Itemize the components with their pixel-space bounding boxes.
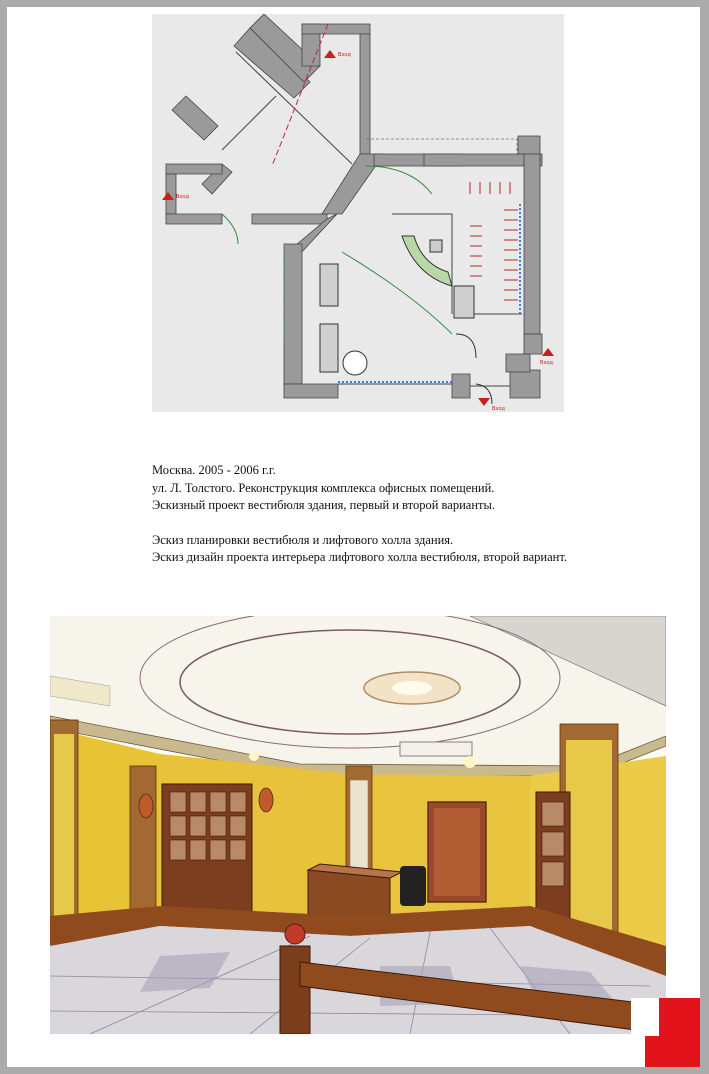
cabinet-pane <box>542 802 564 826</box>
project-caption <box>152 462 652 567</box>
cabinet-pane <box>190 816 206 836</box>
green-outline <box>366 139 517 154</box>
ceiling-spot <box>249 751 259 761</box>
column-face <box>566 740 612 950</box>
door-panel <box>434 808 480 896</box>
wall <box>452 374 470 398</box>
cabinet-pane <box>210 816 226 836</box>
wall <box>252 214 327 224</box>
entry-label: Вход <box>338 52 351 58</box>
interior-sketch <box>50 616 666 1034</box>
column <box>130 766 156 926</box>
reception-desk <box>402 236 452 286</box>
caption-line: Москва. 2005 - 2006 г.г. <box>152 463 276 477</box>
caption-line: ул. Л. Толстого. Реконструкция комплекса офисных помещений. <box>152 480 495 495</box>
wall <box>284 384 338 398</box>
cabinet-pane <box>210 840 226 860</box>
newel-post <box>280 946 310 1034</box>
floor-plan <box>152 14 564 412</box>
wall <box>518 136 540 154</box>
cabinet-pane <box>210 792 226 812</box>
entry-label: Вход <box>176 194 189 200</box>
partition-line <box>392 214 452 226</box>
ceiling-panel <box>400 742 472 756</box>
door-arc <box>342 252 452 334</box>
wall <box>524 154 540 334</box>
sconce <box>139 794 153 818</box>
wall <box>166 164 222 174</box>
corner-logo-mark <box>631 998 700 1067</box>
ceiling-light <box>392 681 432 695</box>
page <box>7 7 700 1067</box>
door-arc <box>366 166 432 194</box>
wall <box>360 34 370 154</box>
round-table <box>343 351 367 375</box>
caption-line: Эскиз дизайн проекта интерьера лифтового холла вестибюля, второй вариант. <box>152 550 567 564</box>
wall <box>284 244 302 384</box>
entry-label: Вход <box>492 406 505 412</box>
column-face <box>54 734 74 924</box>
entry-arrow-icon <box>542 348 554 356</box>
sconce <box>259 788 273 812</box>
cabinet-pane <box>190 840 206 860</box>
cabinet-pane <box>170 792 186 812</box>
entry-arrow-icon <box>478 398 490 406</box>
cabinet-pane <box>230 792 246 812</box>
office-chair <box>400 866 426 906</box>
cabinet-pane <box>230 816 246 836</box>
wall <box>166 214 222 224</box>
cabinet-pane <box>542 832 564 856</box>
cabinet-pane <box>230 840 246 860</box>
cabinet-pane <box>542 862 564 886</box>
wall <box>172 96 218 140</box>
sofa <box>320 264 338 306</box>
caption-line: Эскиз планировки вестибюля и лифтового холла здания. <box>152 532 454 547</box>
wall <box>510 370 540 398</box>
partition-line <box>222 96 276 150</box>
door-arc <box>456 334 476 358</box>
chair <box>430 240 442 252</box>
entry-label: Вход <box>540 360 553 366</box>
door-arc <box>222 214 238 244</box>
floor-plan-drawing <box>152 14 564 412</box>
wall <box>524 334 542 354</box>
sofa <box>320 324 338 372</box>
ceiling-spot <box>464 756 476 768</box>
cabinet-pane <box>190 792 206 812</box>
cabinet-pane <box>170 816 186 836</box>
cabinet-pane <box>170 840 186 860</box>
corner-white-block <box>631 998 659 1036</box>
wall <box>506 354 530 372</box>
cabinet <box>454 286 474 318</box>
wall <box>302 24 370 34</box>
newel-lamp <box>285 924 305 944</box>
interior-sketch-drawing <box>50 616 666 1034</box>
entry-arrow-icon <box>324 50 336 58</box>
caption-line: Эскизный проект вестибюля здания, первый и второй варианты. <box>152 498 495 512</box>
